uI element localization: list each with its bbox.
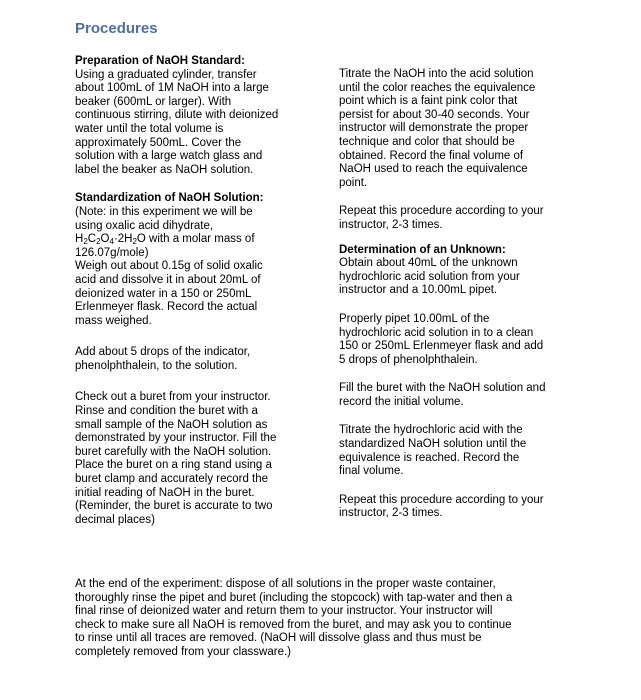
titrate-hcl-paragraph: Titrate the hydrochloric acid with the standardized NaOH solution until the equivalence is reached. Record the final volume. [339, 424, 527, 478]
left-column [75, 55, 323, 527]
unknown-paragraph: Obtain about 40mL of the unknown hydrochloric acid solution from your instructor and a 10.00mL pipet. [339, 257, 520, 297]
standardization-note: (Note: in this experiment we will be using oxalic acid dihydrate, [75, 205, 253, 232]
cleanup-paragraph: At the end of the experiment: dispose of all solutions in the proper waste container, thoroughly rinse the pipet and buret (including the stopcock) with tap-water and then a final rinse of deionized water and return them to your instructor. Your instructor will check to make sure all NaOH is removed from the buret, and may ask you to continue to rinse until all traces are removed. (NaOH will dissolve glass and thus must be completely removed from your classware.) [75, 578, 513, 658]
preparation-heading: Preparation of NaOH Standard: [75, 55, 245, 67]
repeat-procedure-paragraph-2: Repeat this procedure according to your instructor, 2-3 times. [339, 493, 544, 520]
preparation-paragraph: Using a graduated cylinder, transfer about 100mL of 1M NaOH into a large beaker (600mL or larger). With continuous stirring, dilute with deionized water until the total volume is approximately 500mL. Cover the solution with a large watch glass and label the beaker as NaOH solution. [75, 68, 279, 176]
pipet-paragraph: Properly pipet 10.00mL of the hydrochloric acid solution in to a clean 150 or 250mL Erlenmeyer flask and add 5 drops of phenolphthalein. [339, 312, 544, 366]
titrate-naoh-paragraph: Titrate the NaOH into the acid solution until the color reaches the equivalence point which is a faint pink color that persist for about 30-40 seconds. Your instructor will demonstrate the proper technique and color that should be obtained. Record the final volume of NaOH used to reach the equivalence point. [339, 68, 536, 189]
standardization-heading: Standardization of NaOH Solution: [75, 192, 264, 205]
fill-buret-paragraph: Fill the buret with the NaOH solution and record the initial volume. [339, 382, 546, 408]
indicator-paragraph: Add about 5 drops of the indicator, phenolphthalein, to the solution. [75, 346, 251, 372]
right-column [339, 55, 579, 521]
oxalic-acid-formula: $H_2C_2O_4\cdot 2H_2O$ with a molar mass of [75, 233, 255, 247]
unknown-heading: Determination of an Unknown: [339, 243, 506, 256]
buret-paragraph: Check out a buret from your instructor. Rinse and condition the buret with a small sample of the NaOH solution as demonstrated by your instructor. Fill the buret carefully with the NaOH solution. Place the buret on a ring stand using a buret clamp and accurately record the initial reading of NaOH in the buret. (Reminder, the buret is accurate to two decimal places) [75, 391, 277, 526]
page-title: Procedures [75, 20, 158, 37]
weigh-oxalic-acid-paragraph: 126.07g/mole) Weigh out about 0.15g of solid oxalic acid and dissolve it in about 20mL of deionized water in a 150 or 250mL Erlenmeyer flask. Record the actual mass weighed. [75, 246, 263, 327]
repeat-procedure-paragraph: Repeat this procedure according to your instructor, 2-3 times. [339, 205, 544, 231]
